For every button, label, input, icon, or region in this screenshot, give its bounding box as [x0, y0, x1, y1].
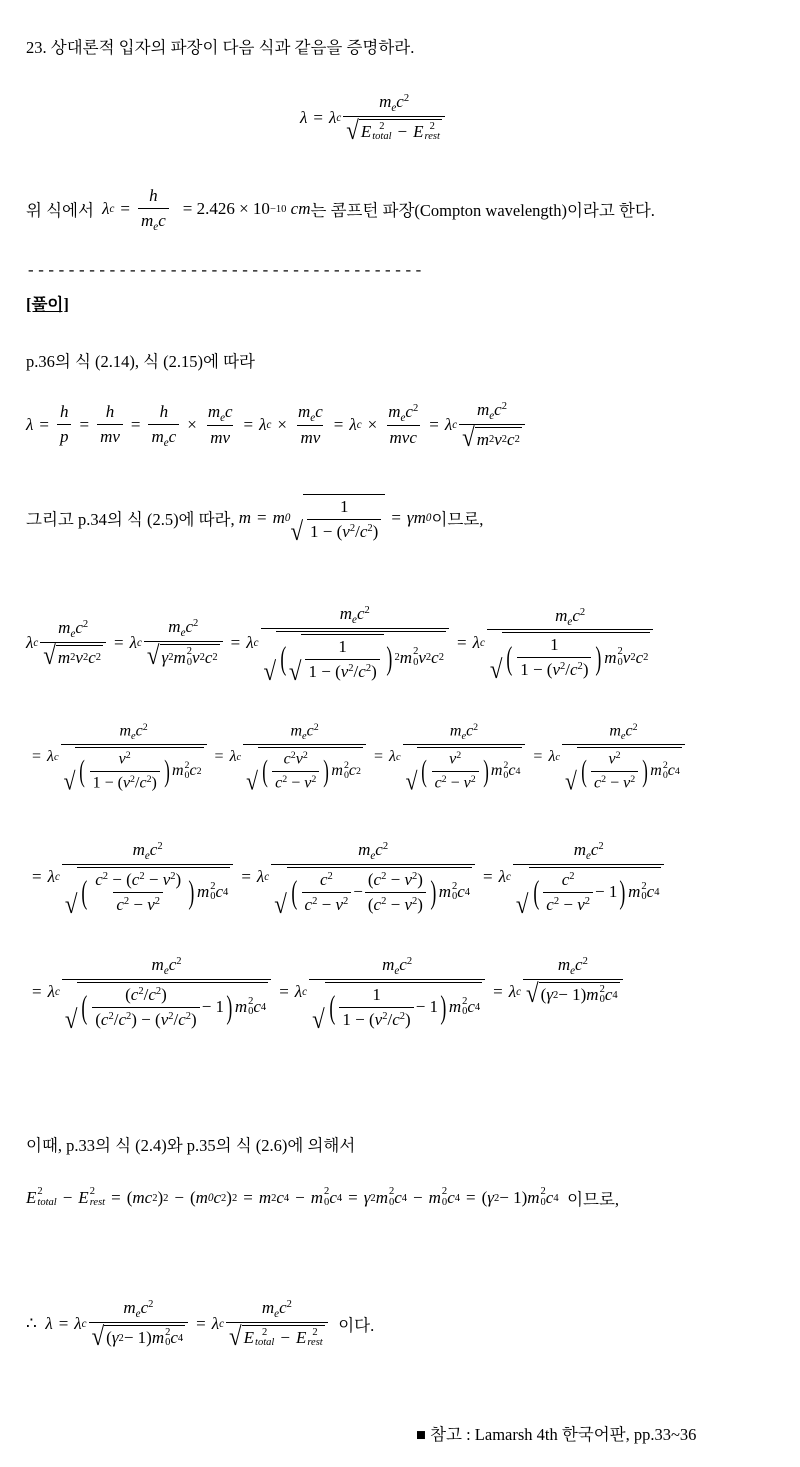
- reference-text: 참고 : Lamarsh 4th 한국어판, pp.33~36: [430, 1425, 697, 1444]
- equation-chain-3: = λ c $m_ec^2$ √ ( $\frac{v^2}{1 - (v^2/c^2)}$ ) m 2 0 c 2 = λ c $m_ec^2$ √ ( $\frac{c^2v^2}{c^2 - v^2}$ ) m 2 0 c 2 = λ c $m_ec^2$ √ ( $\frac{v^2}{c^2 - v^2}$ ) m 2 0 c 4 = λ c $m_ec^2$ √ ( $\frac{v^2}{c^2 - v^2}$ ) m 2 0 c 4: [26, 722, 687, 792]
- line2-prefix: 그리고 p.34의 식 (2.5)에 따라,: [26, 510, 235, 529]
- conclusion-equation: ∴ λ = λ c $m_ec^2$ √ ( γ 2 − 1) m 2 0 c 4 = λ c $m_ec^2$ √ E 2 total − E 2 rest 이다.: [26, 1298, 375, 1351]
- reference-note: [416, 1421, 696, 1445]
- line2-suffix: 이므로,: [431, 510, 484, 529]
- solution-line-3: 이때, p.33의 식 (2.4)와 p.35의 식 (2.6)에 의해서: [26, 1136, 356, 1155]
- compton-prefix: 위 식에서: [26, 201, 94, 221]
- equation-chain-2: λ c $m_ec^2$ √ m 2 v 2 c 2 = λ c $m_ec^2$ √ γ 2 m 2 0 v 2 c 2 = λ c $m_ec^2$ √ ( √ $\frac{1}{1 - (v^2/c^2)}$ ) 2 m 2 0 v 2 c 2 = λ c $m_ec^2$ √ ( $\frac{1}{1 - (v^2/c^2)}$ ) m 2 0 v 2 c 2: [26, 604, 655, 682]
- solution-line-2: 그리고 p.34의 식 (2.5)에 따라, m = m 0 √ $\frac{1}{1 - (v^2/c^2)}$ = γm 0 이므로,: [26, 494, 483, 542]
- main-equation: λ = λ c $m_ec^2$ √ E 2 total − E 2 rest: [300, 92, 447, 143]
- equation-chain-5: = λ c $m_ec^2$ √ ( $\frac{(c^2/c^2)}{(c^2/c^2) - (v^2/c^2)}$ − 1 ) m 2 0 c 4 = λ c $m_ec^2$ √ ( $\frac{1}{1 - (v^2/c^2)}$ − 1 ) m 2 0 c 4 = λ c $m_ec^2$ √ ( γ 2 − 1) m 2 0 c 4: [26, 955, 625, 1030]
- conclusion-suffix: 이다.: [338, 1315, 375, 1335]
- problem-text: 상대론적 입자의 파장이 다음 식과 같음을 증명하라.: [50, 38, 415, 57]
- solution-heading: [26, 291, 69, 315]
- square-bullet-icon: ■: [416, 1425, 426, 1444]
- energy-equation: E 2 total − E 2 rest = ( mc 2 ) 2 − ( m 0 c 2 ) 2 = m 2 c 4 − m 2 0 c 4 = γ 2 m 2 0 c 4 − m 2 0 c 4 = ( γ 2 − 1) m 2 0 c 4 이므로,: [26, 1186, 620, 1209]
- compton-definition: 위 식에서 λ c = $\frac{h}{m_ec}$ = 2.426 × 10 −10 cm 는 콤프턴 파장(Compton wavelength)이라고 한다.: [26, 186, 655, 233]
- compton-unit: cm: [290, 199, 311, 219]
- compton-value: = 2.426 × 10: [182, 199, 270, 219]
- solution-line-1: p.36의 식 (2.14), 식 (2.15)에 따라: [26, 352, 255, 371]
- problem-number: 23.: [26, 38, 47, 57]
- solution-heading-text: [풀이]: [26, 295, 69, 314]
- equation-chain-4: = λ c $m_ec^2$ √ ( $\frac{c^2 - (c^2 - v^2)}{c^2 - v^2}$ ) m 2 0 c 4 = λ c $m_ec^2$ √ ( $\frac{c^2}{c^2 - v^2}$ − $\frac{(c^2 - v^2)}{(c^2 - v^2)}$ ) m 2 0 c 4 = λ c $m_ec^2$ √ ( $\frac{c^2}{c^2 - v^2}$ − 1 ) m 2 0 c 4: [26, 840, 666, 915]
- problem-statement: [26, 34, 414, 58]
- compton-suffix: 는 콤프턴 파장(Compton wavelength)이라고 한다.: [310, 201, 655, 221]
- separator-line: ---------------------------------------: [26, 262, 424, 280]
- therefore-symbol: ∴: [26, 1313, 37, 1333]
- compton-exponent: −10: [269, 203, 287, 215]
- equation-chain-1: λ = $\frac{h}{p}$ = $\frac{h}{mv}$ = $\frac{h}{m_ec}$ × $\frac{m_ec}{mv}$ = λ c × $\frac{m_ec}{mv}$ = λ c × $\frac{m_ec^2}{\text{mvc}}$ = λ c $m_ec^2$ √ m 2 v 2 c 2: [26, 400, 527, 450]
- energy-suffix: 이므로,: [567, 1190, 620, 1209]
